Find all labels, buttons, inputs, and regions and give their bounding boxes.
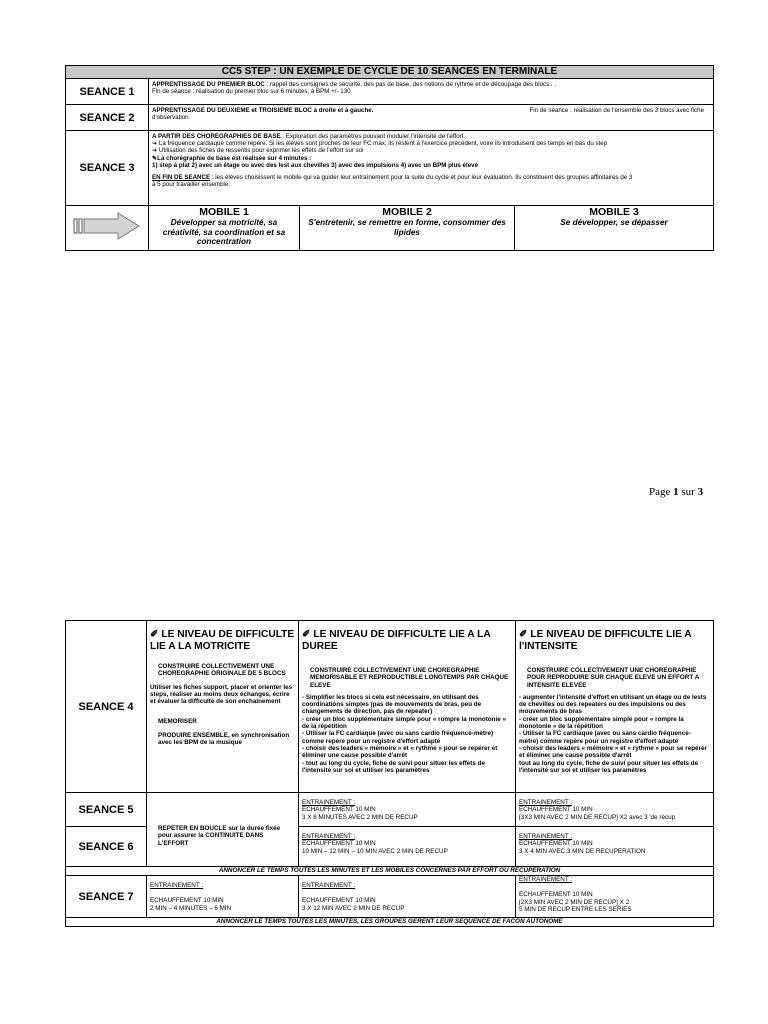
seance-4-intensite: ✐ LE NIVEAU DE DIFFICULTE LIE A l'INTENSITE CONSTRUIRE COLLECTIVEMENT UNE CHOREGRAPHIE POUR REPRODUIRE SUR CHAQUE ELEVE UN EFFORT A INTENSITE ELEVEE - augmenter l'intensité d'effort en utilisant un étage ou de lests de chevilles ou des repeaters ou des impulsions ou des mouvements de bras - créer un bloc supplémentaire simple pour « rompre la monotonie » de la répétition - Utiliser la FC cardiaque (avec ou sans cardio fréquence-mètre) comme repère pour un registre d'effort adapté - choisir des leaders « mémoire » et « rythme » pour se repérer et éliminer une cause possible d'arrêt tout au long du cycle, fiche de suivi pour situer les effets de l'intensité sur soi et utiliser les paramètres <box>516 621 714 793</box>
mobile-3-cell <box>515 206 714 251</box>
seance-2-content: APPRENTISSAGE DU DEUXIEME et TROISIEME BLOC à droite et à gauche. Fin de séance : réalisation de l'ensemble des 3 blocs avec fiche d'observation <box>149 105 714 131</box>
mobile-3-title: MOBILE 3 <box>589 206 639 218</box>
seance-4-motricite: ✐ LE NIVEAU DE DIFFICULTE LIE A LA MOTRICITE CONSTRUIRE COLLECTIVEMENT UNE CHOREGRAPHIE ORIGINALE DE 5 BLOCS Utiliser les fiches support, placer et orienter les steps, réaliser au moins deux échanges, écrire et évaluer la difficulté de son enchaînement MEMORISER PRODUIRE ENSEMBLE, en synchronisation avec les BPM de la musique <box>147 621 299 793</box>
duree-list: - Simplifier les blocs si cela est nécessaire, en utilisant des coordinations simples (pas de mouvements de bras, peu de changements de direction, pas de repeater) - créer un bloc supplémentaire simple pour « rompre la monotonie » de la répétition - Utiliser la FC cardiaque (avec ou sans cardio fréquence-mètre) comme repère pour un registre d'effort adapté - choisir des leaders « mémoire » et « rythme » pour se repérer et éliminer une cause possible d'arrêt - tout au long du cycle, fiche de suivi pour situer les effets de l'intensité sur soi et utiliser les paramètres <box>302 693 506 774</box>
seance-1-label: SEANCE 1 <box>66 79 149 105</box>
announce-row-2: ANNONCER LE TEMPS TOUTES LES MINUTES, LES GROUPES GERENT LEUR SEQUENCE DE FACON AUTONOME <box>66 918 714 927</box>
mobile-1-title: MOBILE 1 <box>199 206 249 218</box>
mobile-1-cell <box>149 206 300 251</box>
mobile-2-text: S'entretenir, se remettre en forme, consommer des lipides <box>308 218 506 237</box>
seance-1-content: APPRENTISSAGE DU PREMIER BLOC : rappel des consignes de sécurité, des pas de base, des notions de rythme et de découpage des blocs.. . Fin de séance : réalisation du premier bloc sur 6 minutes, à BPM +/- 130 <box>149 79 714 105</box>
cycle-table-page2 <box>65 620 714 927</box>
seance-5-intensite: ENTRAINEMENT : ECHAUFFEMENT 10 MIN [3X3 MIN AVEC 2 MIN DE RECUP] X2 avec 3 'de récup <box>516 793 714 827</box>
header-intensite: ✐ LE NIVEAU DE DIFFICULTE LIE A l'INTENSITE <box>519 629 692 652</box>
page-title: CC5 STEP : UN EXEMPLE DE CYCLE DE 10 SEANCES EN TERMINALE <box>66 66 714 79</box>
announce-row-1: ANNONCER LE TEMPS TOUTES LES MINUTES ET LES MOBILES CONCERNES PAR EFFORT OU RECUPERATION <box>66 867 714 876</box>
seance-3-label: SEANCE 3 <box>66 131 149 206</box>
cycle-table-page1 <box>65 65 714 251</box>
seance-3-content: A PARTIR DES CHOREGRAPHIES DE BASE : Exploration des paramètres pouvant moduler l'intensité de l'effort. ➜ La fréquence cardiaque comme repère. Si les élèves sont proches de leur FC max, ils restent à l'exercice précédent, voire ils introduisent des temps en bas du step ➜ Utilisation des fiches de ressentis pour exprimer les effets de l'effort sur soi ✎La chorégraphie de base est réalisée sur 4 minutes : 1) step à plat 2) avec un étage ou avec des lest aux chevilles 3) avec des impulsions 4) avec un BPM plus élevé EN FIN DE SEANCE : les élèves choisissent le mobile qui va guider leur entraînement pour la suite du cycle et pour leur évaluation. Ils constituent des groupes affinitaires de 3 à 5 pour travailler ensemble. <box>149 131 714 206</box>
header-motricite: ✐ LE NIVEAU DE DIFFICULTE LIE A LA MOTRICITE <box>150 629 295 652</box>
seance-6-intensite: ENTRAINEMENT : ECHAUFFEMENT 10 MIN 3 X 4 MIN AVEC 3 MIN DE RECUPERATION <box>516 827 714 867</box>
seance-7-intensite: ENTRAINEMENT : ECHAUFFEMENT 10 MIN [2X3 MIN AVEC 2 MIN DE RECUP] X 2 5 MIN DE RECUP ENTRE LES SERIES <box>516 876 714 918</box>
mobile-3-text: Se développer, se dépasser <box>560 218 668 227</box>
mobile-2-title: MOBILE 2 <box>382 206 432 218</box>
seance-5-6-motricite: REPETER EN BOUCLE sur la durée fixée pour assurer la CONTINUITE DANS L'EFFORT <box>147 793 299 867</box>
header-duree: ✐ LE NIVEAU DE DIFFICULTE LIE A LA DUREE <box>302 629 491 652</box>
seance-2-label: SEANCE 2 <box>66 105 149 131</box>
page-number: Page 1 sur 3 <box>649 486 704 498</box>
seance-5-duree: ENTRAINEMENT : ECHAUFFEMENT 10 MIN 3 X 8 MINUTES AVEC 2 MIN DE RECUP <box>299 793 516 827</box>
seance-7-duree: ENTRAINEMENT : ECHAUFFEMENT 10 MIN 3 X 12 MIN AVEC 2 MIN DE RECUP <box>299 876 516 918</box>
seance-5-label: SEANCE 5 <box>66 793 147 827</box>
mobile-1-text: Développer sa motricité, sa créativité, sa coordination et sa concentration <box>162 218 286 246</box>
seance-6-duree: ENTRAINEMENT : ECHAUFFEMENT 10 MIN 10 MIN – 12 MIN – 10 MIN AVEC 2 MIN DE RECUP <box>299 827 516 867</box>
seance-4-label: SEANCE 4 <box>66 621 147 793</box>
seance-6-label: SEANCE 6 <box>66 827 147 867</box>
right-arrow-icon <box>72 211 142 241</box>
seance-4-duree: ✐ LE NIVEAU DE DIFFICULTE LIE A LA DUREE CONSTRUIRE COLLECTIVEMENT UNE CHOREGRAPHIE MEMORISABLE ET REPRODUCTIBLE LONGTEMPS PAR CHAQUE ELEVE - Simplifier les blocs si cela est nécessaire, en utilisant des coordinations simples (pas de mouvements de bras, peu de changements de direction, pas de repeater) - créer un bloc supplémentaire simple pour « rompre la monotonie » de la répétition - Utiliser la FC cardiaque (avec ou sans cardio fréquence-mètre) comme repère pour un registre d'effort adapté - choisir des leaders « mémoire » et « rythme » pour se repérer et éliminer une cause possible d'arrêt - tout au long du cycle, fiche de suivi pour situer les effets de l'intensité sur soi et utiliser les paramètres <box>299 621 516 793</box>
intensite-list: - augmenter l'intensité d'effort en utilisant un étage ou de lests de chevilles ou des repeaters ou des impulsions ou des mouvements de bras - créer un bloc supplémentaire simple pour « rompre la monotonie » de la répétition - Utiliser la FC cardiaque (avec ou sans cardio fréquence-mètre) comme repère pour un registre d'effort adapté - choisir des leaders « mémoire » et « rythme » pour se repérer et éliminer une cause possible d'arrêt tout au long du cycle, fiche de suivi pour situer les effets de l'intensité sur soi et utiliser les paramètres <box>519 693 707 774</box>
seance-7-label: SEANCE 7 <box>66 876 147 918</box>
arrow-cell <box>66 206 149 251</box>
mobile-2-cell <box>300 206 515 251</box>
seance-7-motricite: ENTRAINEMENT : ECHAUFFEMENT 10 MIN 2 MIN – 4 MINUTES – 6 MIN <box>147 876 299 918</box>
